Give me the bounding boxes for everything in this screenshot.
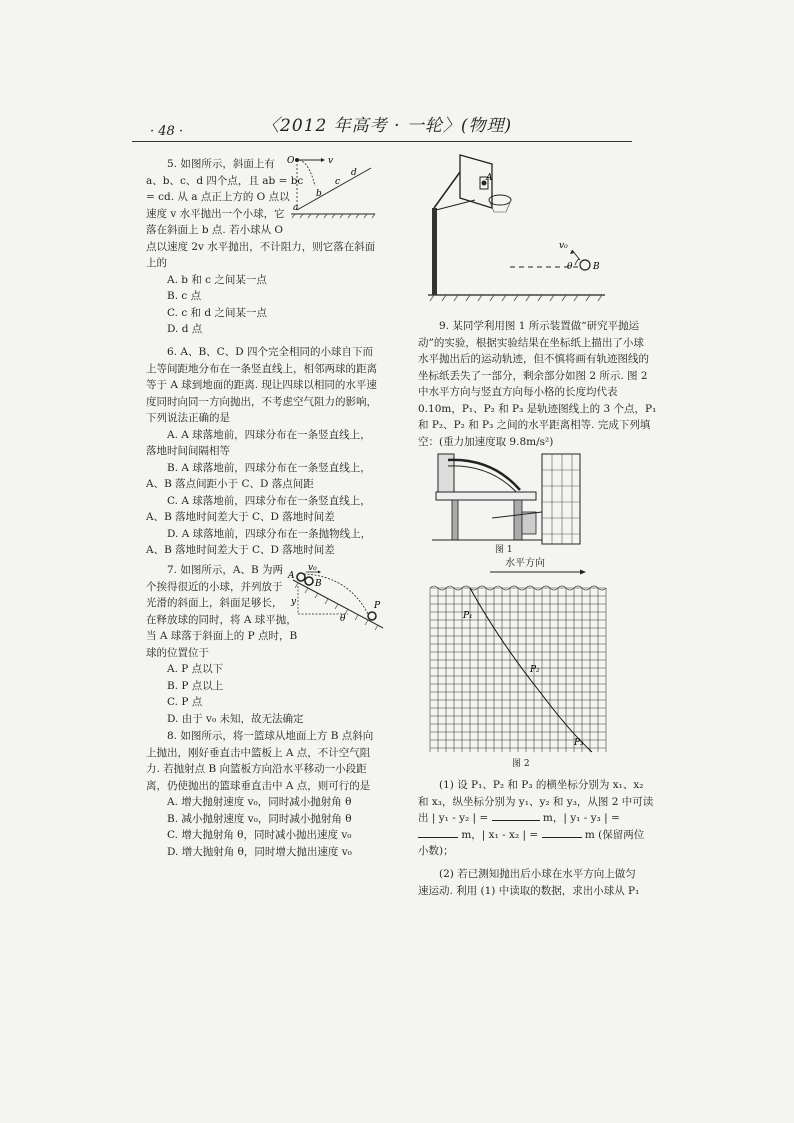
q5-line: a、b、c、d 四个点，且 ab = bc (146, 174, 304, 187)
q9-sub2 (418, 866, 639, 899)
q5-line: 5. 如图所示，斜面上有 (167, 158, 275, 170)
point-o-dot (295, 158, 299, 162)
q5-line: 落在斜面上 b 点. 若小球从 O (146, 224, 284, 236)
point-p3: P₃ (574, 738, 584, 748)
q9-line: 0.10m，P₁、P₂ 和 P₃ 是轨迹图线上的 3 个点，P₁ (418, 402, 657, 415)
q6-line: 等于 A 球到地面的距离. 现让四球以相同的水平速 (146, 379, 377, 391)
q6-option-d-cont: A、B 落地时间差大于 C、D 落地时间差 (146, 544, 335, 556)
q5-option-c: C. c 和 d 之间某一点 (167, 306, 267, 319)
q5-line: 速度 v 水平抛出一个小球，它 (146, 207, 285, 220)
q7-option-d: D. 由于 v₀ 未知，故无法确定 (167, 712, 304, 725)
q6-line: 度同时向同一方向抛出，不考虑空气阻力的影响， (146, 395, 377, 408)
label-v: v (328, 156, 334, 166)
q5-option-b: B. c 点 (167, 290, 202, 302)
q6-line: 上等间距地分布在一条竖直线上，相邻两球的距离 (146, 362, 377, 375)
q5-option-a: A. b 和 c 之间某一点 (167, 273, 267, 286)
q9-line: 中水平方向与竖直方向每小格的长度均代表 (418, 386, 618, 398)
book-title: 〈2012 年高考 · 一轮〉(物理) (262, 116, 513, 136)
label-b: b (316, 189, 322, 199)
q9-sub1-line: (1) 设 P₁、P₂ 和 P₃ 的横坐标分别为 x₁、x₂ (439, 779, 644, 791)
fig2-top-label: 水平方向 (505, 558, 545, 569)
label-theta: θ (567, 262, 573, 272)
q8-option-b: B. 减小抛射速度 v₀，同时减小抛射角 θ (167, 812, 352, 825)
ball-at-p (368, 612, 376, 620)
answer-blank-y1y3[interactable] (418, 827, 458, 838)
q7-option-a: A. P 点以下 (167, 663, 224, 675)
q9-line: 空：(重力加速度取 9.8m/s²) (418, 435, 554, 448)
q9-line: 坐标纸丢失了一部分，剩余部分如图 2 所示. 图 2 (418, 369, 648, 382)
fig2-grid (430, 582, 610, 754)
q6-line: 下列说法正确的是 (146, 412, 230, 424)
q9-sub1-text-d: m (保留两位 (584, 828, 645, 841)
label-y: y (291, 597, 297, 607)
answer-blank-y1y2[interactable] (492, 810, 540, 821)
label-a: a (293, 203, 299, 213)
label-p: P (374, 601, 381, 611)
q8-line: 上抛出，刚好垂直击中篮板上 A 点，不计空气阻 (146, 746, 371, 759)
q9-sub2-line: 速运动. 利用 (1) 中读取的数据，求出小球从 P₁ (418, 884, 640, 897)
q9-figure-1 (432, 452, 582, 544)
q7-figure (288, 563, 388, 634)
point-p2: P₂ (530, 665, 540, 675)
q6-line: 6. A、B、C、D 四个完全相同的小球自下而 (167, 346, 373, 358)
label-c: c (335, 177, 341, 187)
q8-line: 8. 如图所示，将一篮球从地面上方 B 点斜向 (167, 730, 374, 742)
header-rule (132, 141, 632, 142)
q6-option-c-cont: A、B 落地时间差大于 C、D 落地时间差 (146, 511, 335, 523)
label-a: A (486, 173, 493, 183)
q9-sub1 (418, 777, 653, 860)
q8-option-a: A. 增大抛射速度 v₀，同时减小抛射角 θ (167, 796, 352, 808)
q9-sub1-line (418, 827, 653, 844)
q7-line: 当 A 球落于斜面上的 P 点时，B (146, 630, 298, 642)
q9-line: 动”的实验，根据实验结果在坐标纸上描出了小球 (418, 336, 644, 349)
q5-line: 点以速度 2v 水平抛出，不计阻力，则它落在斜面 (146, 240, 376, 253)
q7-option-b: B. P 点以上 (167, 679, 224, 692)
answer-blank-x1x2[interactable] (542, 827, 582, 838)
ball-b (305, 577, 313, 585)
q7-line: 光滑的斜面上，斜面足够长， (146, 597, 283, 609)
q9-sub2-line: (2) 若已测知抛出后小球在水平方向上做匀 (439, 868, 636, 880)
q8-line: 离，仍使抛出的篮球垂直击中 A 点，则可行的是 (146, 779, 371, 792)
q7-option-c: C. P 点 (167, 696, 203, 708)
q8-option-d: D. 增大抛射角 θ，同时增大抛出速度 v₀ (167, 845, 352, 858)
q9-text (418, 318, 656, 450)
q6-option-a: A. A 球落地前，四球分布在一条竖直线上， (167, 428, 371, 441)
q8-text (146, 728, 373, 860)
q9-sub1-text-c: m，| x₁ - x₂ | = (461, 828, 539, 841)
label-b: B (593, 262, 600, 272)
q6-text (146, 344, 377, 559)
q6-option-b-cont: A、B 落点间距小于 C、D 落点间距 (146, 478, 314, 490)
ball-a (297, 573, 305, 581)
label-v: v₀ (559, 241, 568, 251)
fig2-arrow (490, 568, 588, 578)
label-d: d (351, 168, 357, 178)
page-number: · 48 · (150, 124, 184, 139)
q9-line: 水平抛出后的运动轨迹，但不慎将画有轨迹图线的 (418, 353, 649, 365)
fig1-label: 图 1 (495, 545, 513, 555)
label-a: A (288, 571, 295, 581)
q9-sub1-text-b: m，| y₁ - y₃ | = (542, 812, 620, 824)
q5-line: = cd. 从 a 点正上方的 O 点以 (146, 191, 290, 203)
label-o: O (287, 156, 295, 166)
label-theta: θ (340, 614, 346, 624)
q9-sub1-line: 和 x₃，纵坐标分别为 y₁、y₂ 和 y₃，从图 2 中可读 (418, 795, 654, 808)
q7-line: 个挨得很近的小球，并列放于 (146, 580, 283, 593)
q6-option-a-cont: 落地时间间隔相等 (146, 445, 230, 457)
q8-figure (420, 150, 610, 302)
q7-text (146, 562, 304, 727)
q7-line: 球的位置位于 (146, 646, 209, 659)
q5-figure (283, 152, 378, 220)
q6-option-b: B. A 球落地前，四球分布在一条竖直线上， (167, 461, 371, 474)
q9-sub1-text-a: 出 | y₁ - y₂ | = (418, 812, 489, 824)
point-p1: P₁ (463, 611, 473, 621)
q7-line: 7. 如图所示，A、B 为两 (167, 564, 283, 576)
q6-option-c: C. A 球落地前，四球分布在一条竖直线上， (167, 494, 371, 507)
ball-b (580, 260, 590, 270)
q6-option-d: D. A 球落地前，四球分布在一条抛物线上， (167, 527, 372, 540)
q8-line: 力. 若抛射点 B 向篮板方向沿水平移动一小段距 (146, 763, 367, 775)
q5-option-d: D. d 点 (167, 323, 203, 335)
label-b: B (315, 579, 322, 589)
q9-line: 9. 某同学利用图 1 所示装置做“研究平抛运 (439, 320, 640, 332)
q8-option-c: C. 增大抛射角 θ，同时减小抛出速度 v₀ (167, 829, 352, 841)
hoop-pole (432, 208, 437, 295)
q9-sub1-line: 小数)； (418, 845, 454, 857)
q5-line: 上的 (146, 257, 167, 269)
q7-line: 在释放球的同时，将 A 球平抛， (146, 613, 297, 626)
q9-sub1-line (418, 810, 653, 827)
q9-line: 和 P₂、P₂ 和 P₃ 之间的水平距离相等. 完成下列填 (418, 419, 651, 431)
fig2-label: 图 2 (512, 759, 530, 769)
label-v0: v₀ (308, 563, 317, 573)
